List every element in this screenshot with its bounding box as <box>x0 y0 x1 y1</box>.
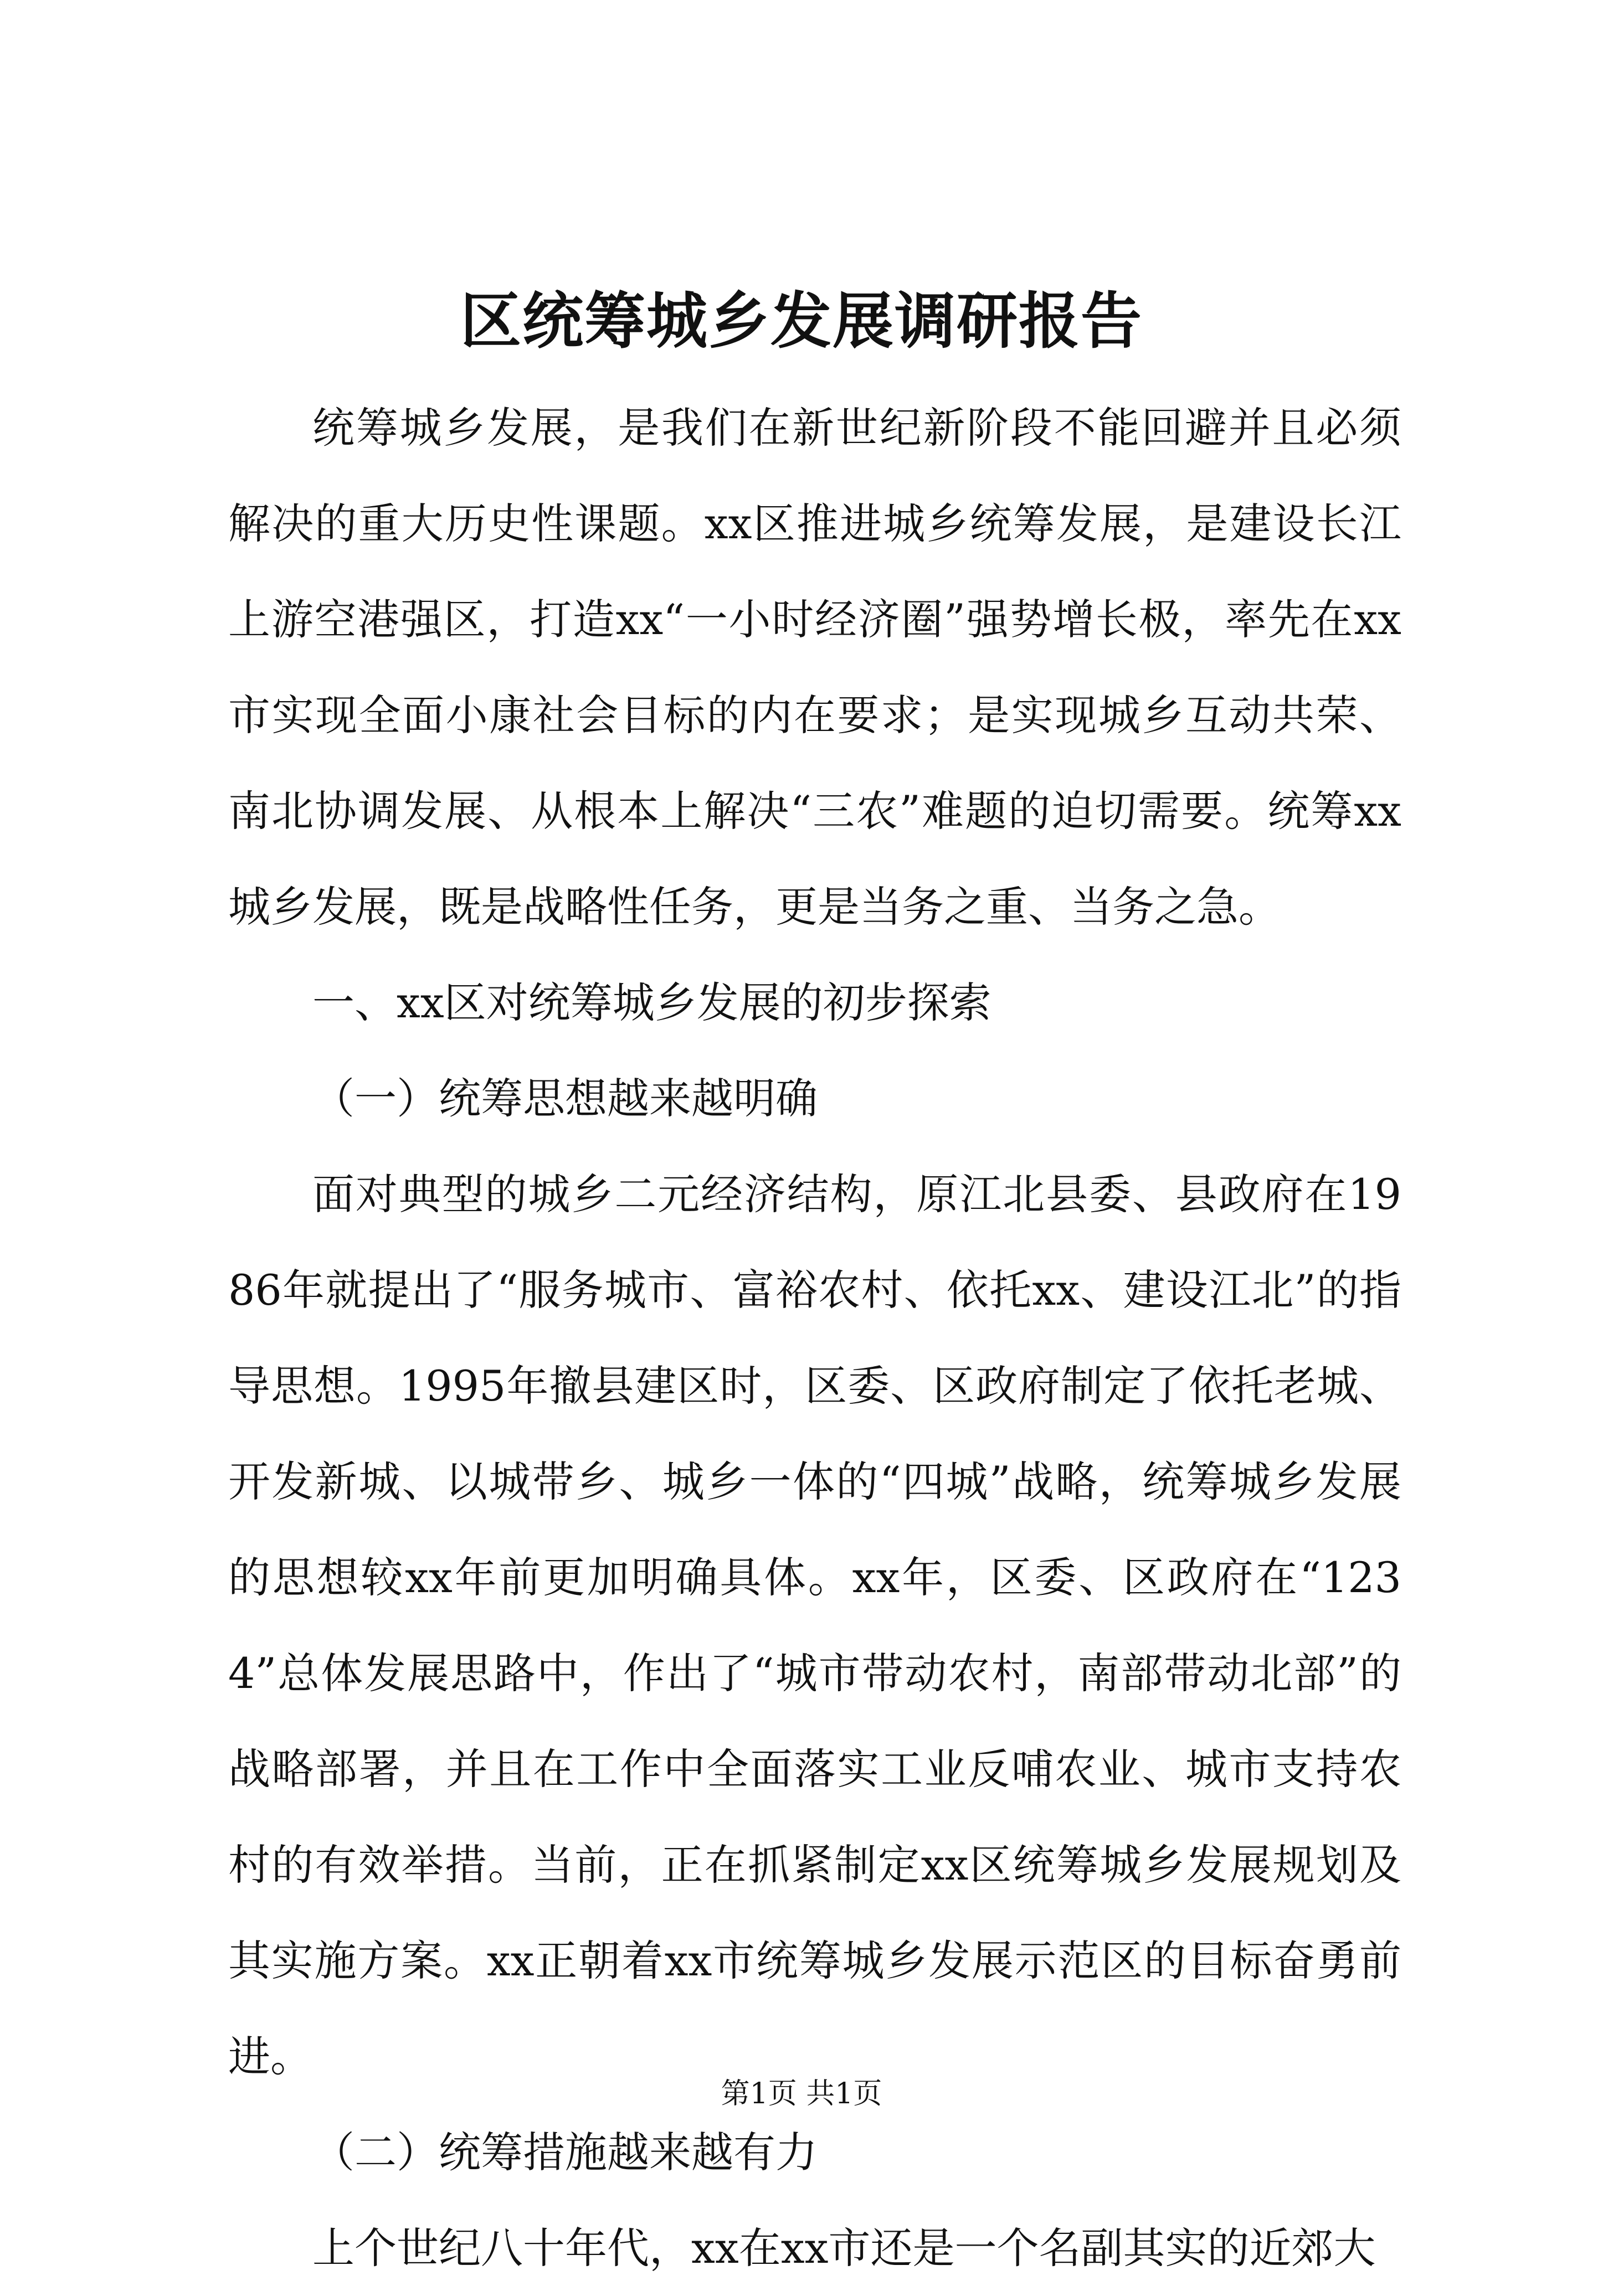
body-paragraph-2: 上个世纪八十年代，xx在xx市还是一个名副其实的近郊大 <box>312 2223 1376 2273</box>
intro-paragraph: 统筹城乡发展，是我们在新世纪新阶段不能回避并且必须解决的重大历史性课题。xx区推进城乡统筹发展，是建设长江上游空港强区，打造xx“一小时经济圈”强势增长极，率先在xx市实现全面小康社会目标的内在要求；是实现城乡互动共荣、南北协调发展、从根本上解决“三农”难题的迫切需要。统筹xx城乡发展，既是战略性任务，更是当务之重、当务之急。 <box>228 403 1401 931</box>
section-heading-1: 一、xx区对统筹城乡发展的初步探索 <box>312 978 991 1027</box>
document-body <box>228 380 1401 2296</box>
subsection-heading-2: （二）统筹措施越来越有力 <box>312 2128 818 2177</box>
subsection-heading-1: （一）统筹思想越来越明确 <box>312 1074 818 1123</box>
page-footer: 第1页 共1页 <box>721 2077 882 2110</box>
document-title: 区统筹城乡发展调研报告 <box>460 285 1143 357</box>
body-paragraph-1: 面对典型的城乡二元经济结构，原江北县委、县政府在1986年就提出了“服务城市、富裕农村、依托xx、建设江北”的指导思想。1995年撤县建区时，区委、区政府制定了依托老城、开发新城、以城带乡、城乡一体的“四城”战略，统筹城乡发展的思想较xx年前更加明确具体。xx年，区委、区政府在“1234”总体发展思路中，作出了“城市带动农村，南部带动北部”的战略部署，并且在工作中全面落实工业反哺农业、城市支持农村的有效举措。当前，正在抓紧制定xx区统筹城乡发展规划及其实施方案。xx正朝着xx市统筹城乡发展示范区的目标奋勇前进。 <box>228 1170 1401 2081</box>
